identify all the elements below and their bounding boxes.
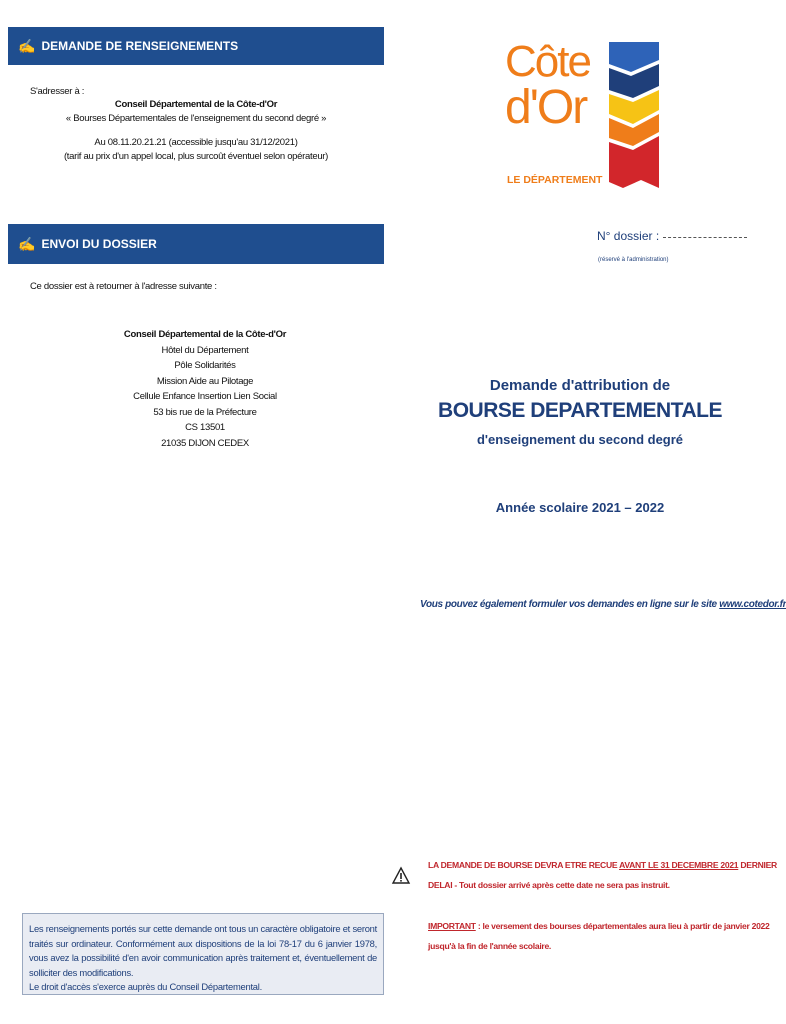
renseignements-subject: « Bourses Départementales de l'enseignement du second degré » xyxy=(65,113,327,124)
renseignements-heading-band xyxy=(8,27,384,65)
deadline-text-a: LA DEMANDE DE BOURSE DEVRA ETRE RECUE xyxy=(428,860,620,870)
privacy-notice xyxy=(22,913,384,995)
warning-triangle-icon xyxy=(392,867,410,885)
logo-line1: Côte xyxy=(505,37,590,86)
title-line3: d'enseignement du second degré xyxy=(476,432,684,447)
privacy-notice-p2: Le droit d'accès s'exerce auprès du Conseil Départemental. xyxy=(29,981,262,992)
address-line: 21035 DIJON CEDEX xyxy=(161,437,249,449)
important-note xyxy=(428,916,770,956)
deadline-date: AVANT LE 31 DECEMBRE 2021 xyxy=(619,860,739,870)
online-text: Vous pouvez également formuler vos demandes en ligne sur le site xyxy=(420,599,720,610)
title-line1: Demande d'attribution de xyxy=(489,377,671,394)
pen-icon: ✍ xyxy=(18,37,36,54)
renseignements-heading: DEMANDE DE RENSEIGNEMENTS xyxy=(41,39,239,53)
dossier-field xyxy=(597,229,747,243)
address-line: Cellule Enfance Insertion Lien Social xyxy=(133,391,277,402)
important-label: IMPORTANT xyxy=(428,921,476,931)
renseignements-block xyxy=(8,98,384,164)
deadline-line2: DELAI - Tout dossier arrivé après cette date ne sera pas instruit. xyxy=(428,880,670,890)
address-line: CS 13501 xyxy=(185,422,225,433)
title-line2: BOURSE DEPARTEMENTALE xyxy=(438,399,722,422)
renseignements-org: Conseil Départemental de la Côte-d'Or xyxy=(114,99,278,110)
important-line2: jusqu'à la fin de l'année scolaire. xyxy=(428,941,552,951)
address-line: Mission Aide au Pilotage xyxy=(156,375,254,387)
pen-icon: ✍ xyxy=(18,235,36,252)
envoi-address xyxy=(80,327,330,451)
school-year: Année scolaire 2021 – 2022 xyxy=(495,500,665,515)
dossier-label: N° dossier : xyxy=(597,229,660,243)
deadline-text-c: DERNIER xyxy=(738,860,777,870)
address-line: Hôtel du Département xyxy=(161,344,249,356)
address-line: 53 bis rue de la Préfecture xyxy=(153,406,257,418)
website-link[interactable]: www.cotedor.fr xyxy=(719,599,786,610)
dossier-note: (réservé à l'administration) xyxy=(598,257,669,263)
addresser-label: S'adresser à : xyxy=(30,86,85,97)
address-line: Conseil Départemental de la Côte-d'Or xyxy=(123,329,287,340)
logo-line2: d'Or xyxy=(505,81,587,134)
privacy-notice-p1: Les renseignements portés sur cette demande ont tous un caractère obligatoire et seront traités sur ordinateur. Conformément aux dispositions de la loi 78-17 du 6 janvier 1978, vous avez la possibilité d'en avoir communication après traitement et, éventuellement de solliciter des modifications. xyxy=(29,923,377,978)
logo-tagline: LE DÉPARTEMENT xyxy=(507,174,603,186)
envoi-heading-band xyxy=(8,224,384,264)
important-text: : le versement des bourses départementales aura lieu à partir de janvier 2022 xyxy=(475,921,770,931)
envoi-heading: ENVOI DU DOSSIER xyxy=(41,237,157,251)
renseignements-tariff: (tarif au prix d'un appel local, plus surcoût éventuel selon opérateur) xyxy=(63,151,329,162)
cote-dor-logo xyxy=(505,37,665,190)
envoi-intro: Ce dossier est à retourner à l'adresse suivante : xyxy=(30,281,217,292)
deadline-warning xyxy=(428,855,777,895)
online-note xyxy=(420,599,786,610)
logo-stripes-icon xyxy=(603,42,663,190)
renseignements-phone: Au 08.11.20.21.21 (accessible jusqu'au 31/12/2021) xyxy=(94,137,298,148)
dossier-number-line xyxy=(663,237,747,238)
address-line: Pôle Solidarités xyxy=(174,360,236,371)
